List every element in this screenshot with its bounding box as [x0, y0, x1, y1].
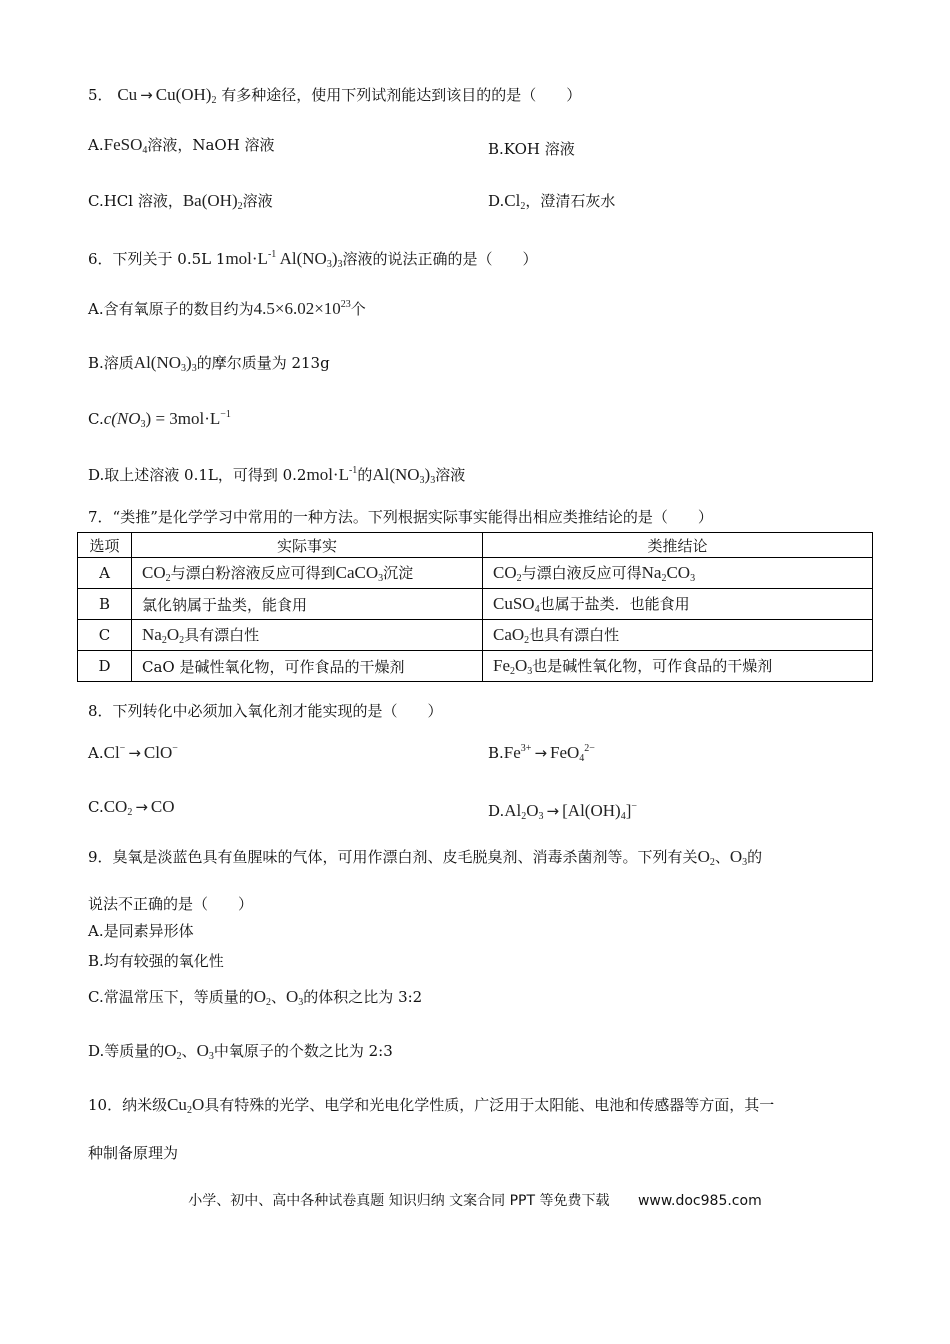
table-row: D CaO 是碱性氧化物，可作食品的干燥剂 $Fe_2O_3$也是碱性氧化物，可作食品的干燥剂	[78, 651, 873, 682]
q8-stem: 8．下列转化中必须加入氧化剂才能实现的是（ ）	[88, 702, 443, 720]
q5-option-d: $D.Cl_2$，澄清石灰水	[488, 191, 616, 212]
q6-option-a: A.含有氧原子的数目约为$4.5\times 6.02\times 10^{23}$个	[88, 299, 366, 318]
q6-option-b: B.溶质$Al(NO_3)_3$的摩尔质量为 213g	[88, 353, 330, 374]
q8-option-a: A.Cl− → ClO−	[88, 743, 178, 762]
q6-stem: 6．下列关于 0.5L $1mol\cdot L^{-1}$ $Al(NO_3)_3$溶液的说法正确的是（ ）	[88, 249, 538, 270]
q9-option-a: A.是同素异形体	[88, 922, 194, 940]
q10-stem: 10．纳米级$Cu_2O$具有特殊的光学、电学和光电化学性质，广泛用于太阳能、电池和传感器等方面，其一	[88, 1095, 775, 1116]
header-option: 选项	[78, 533, 132, 558]
q6-option-d: D.取上述溶液 0.1L，可得到 $0.2mol\cdot L^{-1}$的$Al(NO_3)_3$溶液	[88, 465, 466, 486]
q9-stem-cont: 说法不正确的是（ ）	[88, 895, 254, 913]
q9-option-b: B.均有较强的氧化性	[88, 952, 224, 970]
footer	[0, 1190, 950, 1210]
q6-option-c: $C.c(NO_3) = 3mol\cdot L^{-1}$	[88, 409, 231, 430]
q7-stem: 7．“类推”是化学学习中常用的一种方法。下列根据实际事实能得出相应类推结论的是（ ）	[88, 508, 713, 526]
q10-stem-cont: 种制备原理为	[88, 1144, 179, 1162]
q8-option-d: $D.Al_2O_3 \to [Al(OH)_4]^-$	[488, 801, 637, 822]
footer-site-link[interactable]: www.doc985.com	[637, 1193, 762, 1209]
table-header-row	[78, 533, 873, 558]
q9-option-d: D.等质量的$O_2$、$O_3$中氧原子的个数之比为 2:3	[88, 1041, 393, 1062]
q5-option-a: A.FeSO$_4$溶液，NaOH 溶液	[88, 135, 275, 156]
table-row: C $Na_2O_2$具有漂白性 CaO$_2$也具有漂白性	[78, 620, 873, 651]
footer-text: 小学、初中、高中各种试卷真题 知识归纳 文案合同 PPT 等免费下载	[188, 1193, 610, 1209]
q9-stem: 9．臭氧是淡蓝色具有鱼腥味的气体，可用作漂白剂、皮毛脱臭剂、消毒杀菌剂等。下列有关$O_2$、$O_3$的	[88, 847, 763, 868]
formula: $Cu \to Cu(OH)_2$	[117, 85, 217, 106]
q5-option-b: B.KOH 溶液	[488, 140, 575, 158]
q8-option-c: $C.CO_2$ → CO	[88, 797, 175, 818]
table-row: B 氯化钠属于盐类，能食用 CuSO$_4$也属于盐类．也能食用	[78, 589, 873, 620]
q8-option-b: $B.Fe^{3+} \to FeO_4^{2-}$	[488, 743, 595, 764]
q9-option-c: C.常温常压下，等质量的$O_2$、$O_3$的体积之比为 3:2	[88, 987, 423, 1008]
header-conclusion: 类推结论	[483, 533, 873, 558]
q5-stem: 5． $Cu \to Cu(OH)_2$ 有多种途径，使用下列试剂能达到该目的的是（ ）	[88, 85, 582, 106]
q7-table	[77, 532, 873, 682]
table-row: A $CO_2$与漂白粉溶液反应可得到CaCO$_3$沉淀 $CO_2$与漂白液反应可得$Na_2CO_3$	[78, 558, 873, 589]
q5-option-c: C.HCl 溶液，$Ba(OH)_2$溶液	[88, 191, 273, 212]
header-fact: 实际事实	[132, 533, 483, 558]
